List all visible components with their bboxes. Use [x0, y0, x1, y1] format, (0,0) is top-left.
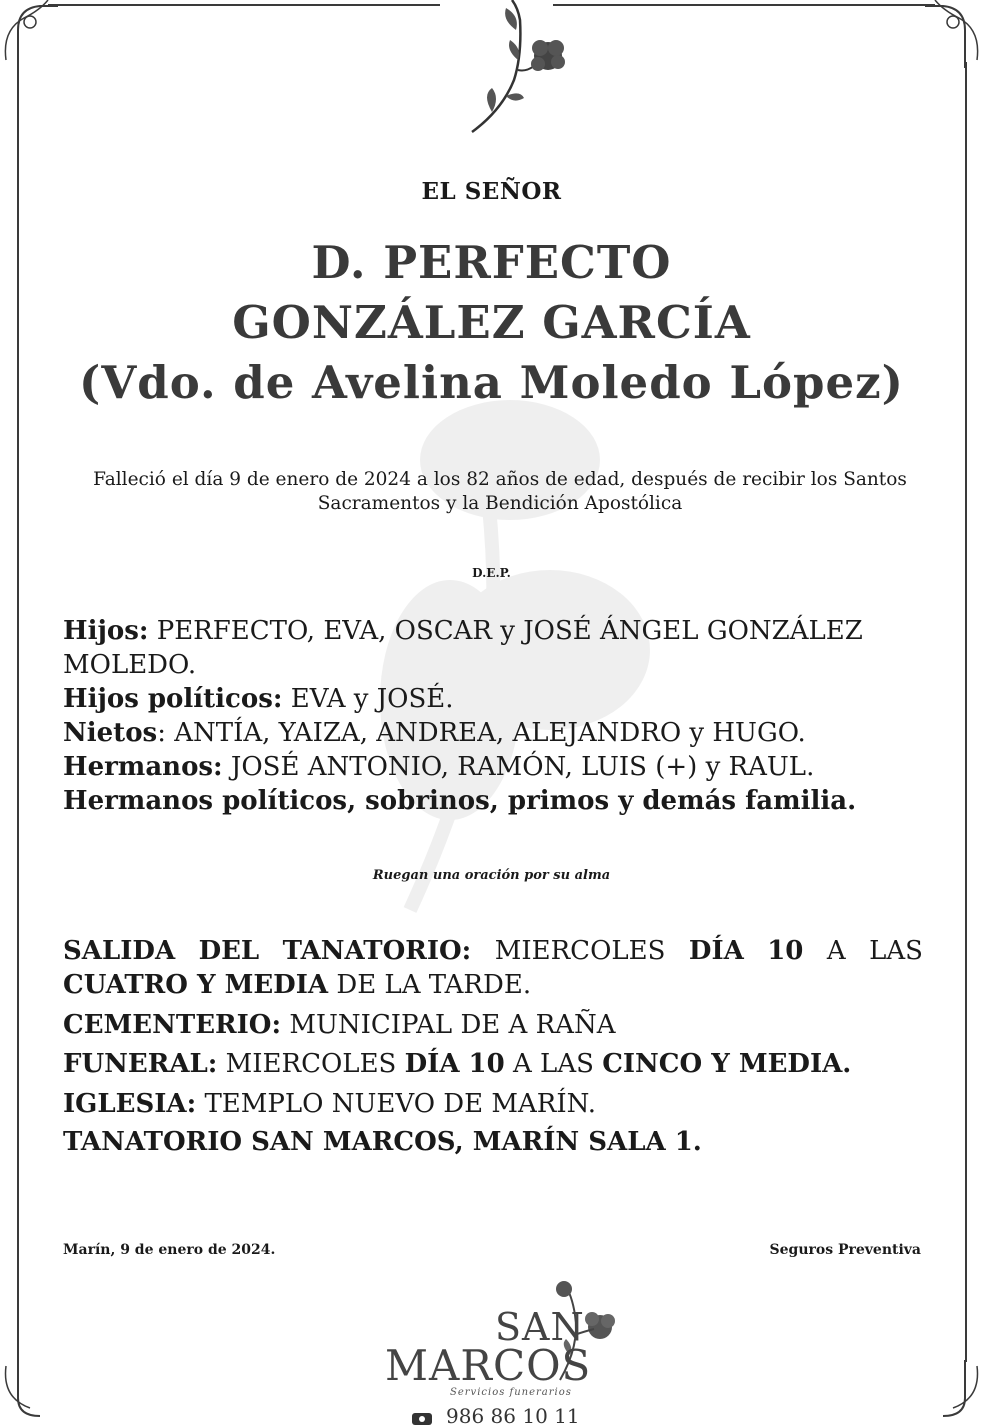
family-children-cont: [63, 648, 943, 682]
funeral-home-logo: [380, 1275, 620, 1418]
funeral-date: DÍA 10: [404, 1049, 505, 1079]
church-value: TEMPLO NUEVO DE MARÍN.: [196, 1089, 596, 1119]
phone-number[interactable]: 986 86 10 11: [446, 1404, 580, 1428]
grandchildren-names: : ANTÍA, YAIZA, ANDREA, ALEJANDRO y HUGO.: [157, 718, 806, 748]
family-grandchildren: [63, 716, 943, 750]
frame-top-right: [553, 4, 935, 6]
departure-word: A: [826, 936, 846, 966]
church-label: IGLESIA:: [63, 1089, 197, 1119]
logo-text-san: SAN: [495, 1305, 585, 1349]
funeral-day: MIERCOLES: [217, 1049, 405, 1079]
cemetery-label: CEMENTERIO:: [63, 1010, 282, 1040]
departure-word: MIERCOLES: [494, 936, 666, 966]
logo-tagline: Servicios funerarios: [450, 1387, 572, 1398]
insurer: Seguros Preventiva: [769, 1242, 921, 1258]
family-list: [63, 614, 943, 818]
deceased-name-line-2: GONZÁLEZ GARCÍA: [232, 296, 751, 349]
departure-word: SALIDA: [63, 936, 176, 966]
corner-ornament-icon: [923, 0, 983, 70]
phone-line: [410, 1404, 580, 1428]
place-date: Marín, 9 de enero de 2024.: [63, 1242, 276, 1258]
widower-note: (Vdo. de Avelina Moledo López): [79, 356, 904, 409]
funeral-home: TANATORIO SAN MARCOS, MARÍN SALA 1.: [63, 1127, 702, 1157]
departure-line-2: [63, 970, 923, 1010]
family-others: [63, 784, 943, 818]
in-laws-names: EVA y JOSÉ.: [282, 684, 454, 714]
siblings-label: Hermanos:: [63, 752, 223, 782]
deceased-name-line-1: D. PERFECTO: [311, 236, 672, 289]
funeral-home-line: [63, 1127, 923, 1165]
dep-label: D.E.P.: [472, 566, 511, 580]
service-details: [63, 936, 923, 1165]
death-notice: Falleció el día 9 de enero de 2024 a los 82 años de edad, después de recibir los Santos Sacramentos y la Bendición Apostólica: [93, 469, 907, 514]
rose-icon: [462, 0, 572, 136]
corner-ornament-icon: [0, 1358, 60, 1418]
in-laws-label: Hijos políticos:: [63, 684, 283, 714]
siblings-names: JOSÉ ANTONIO, RAMÓN, LUIS (+) y RAUL.: [222, 752, 815, 782]
children-names-cont: MOLEDO.: [63, 650, 197, 680]
other-family: Hermanos políticos, sobrinos, primos y demás familia.: [63, 786, 857, 816]
departure-time-rest: DE LA TARDE.: [328, 970, 532, 1000]
cemetery-line: [63, 1010, 923, 1049]
logo-text-marcos: MARCOS: [385, 1341, 592, 1390]
family-in-laws: [63, 682, 943, 716]
funeral-label: FUNERAL:: [63, 1049, 218, 1079]
departure-word: DÍA: [688, 936, 744, 966]
honorific-title: EL SEÑOR: [421, 178, 562, 205]
funeral-time: CINCO Y MEDIA.: [602, 1049, 852, 1079]
corner-ornament-icon: [923, 1358, 983, 1418]
departure-word: DEL: [198, 936, 260, 966]
family-siblings: [63, 750, 943, 784]
church-line: [63, 1089, 923, 1127]
family-children: [63, 614, 943, 648]
departure-word: 10: [767, 936, 804, 966]
children-names: PERFECTO, EVA, OSCAR y JOSÉ ÁNGEL GONZÁLEZ: [148, 616, 863, 646]
prayer-request: Ruegan una oración por su alma: [372, 868, 611, 883]
funeral-at: A LAS: [504, 1049, 603, 1079]
corner-ornament-icon: [0, 0, 60, 70]
departure-word: TANATORIO:: [282, 936, 472, 966]
grandchildren-label: Nietos: [63, 718, 158, 748]
cemetery-value: MUNICIPAL DE A RAÑA: [281, 1010, 616, 1040]
departure-time: CUATRO Y MEDIA: [63, 970, 329, 1000]
children-label: Hijos:: [63, 616, 149, 646]
departure-line-1: [63, 936, 923, 970]
departure-word: LAS: [869, 936, 923, 966]
frame-top-left: [48, 4, 440, 6]
funeral-line: [63, 1049, 923, 1089]
